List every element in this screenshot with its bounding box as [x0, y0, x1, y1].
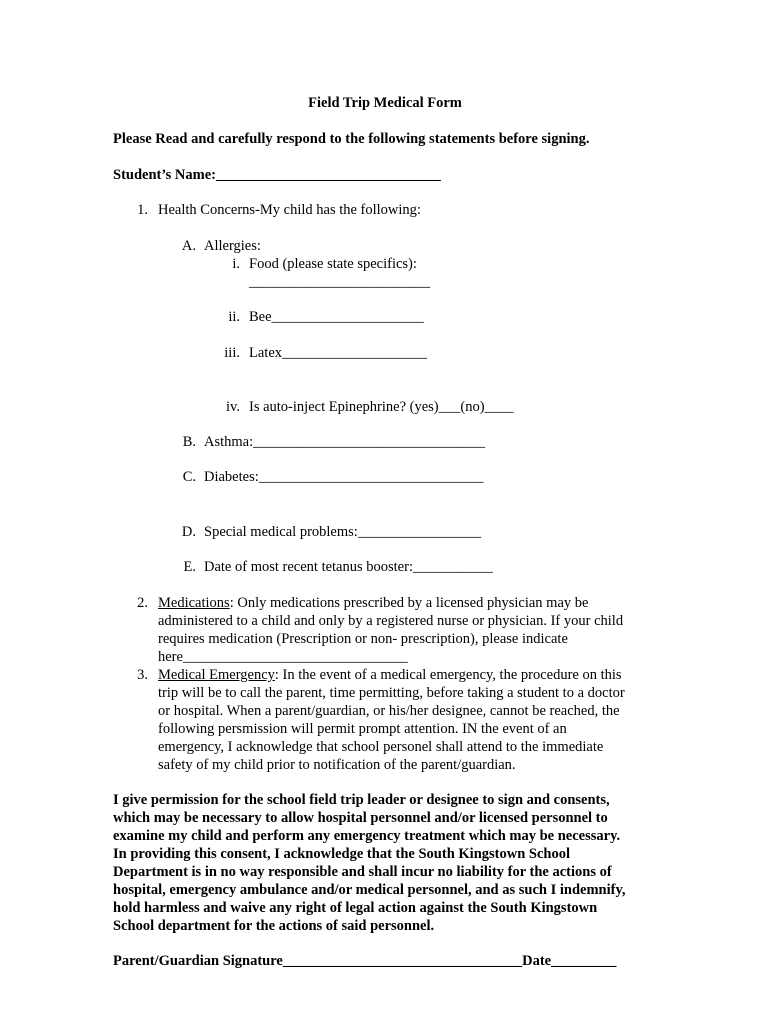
consent-line-2: which may be necessary to allow hospital personnel and/or licensed personnel to	[113, 810, 608, 826]
consent-line-1: I give permission for the school field trip leader or designee to sign and consents,	[113, 792, 610, 808]
instructions: Please Read and carefully respond to the following statements before signing.	[113, 131, 590, 147]
consent-line-7: hold harmless and waive any right of legal action against the South Kingstown	[113, 900, 598, 916]
medications-line-3: requires medication (Prescription or non- prescription), please indicate	[158, 631, 568, 647]
allergy-iii-number: iii.	[224, 345, 240, 361]
medical-emergency-heading: Medical Emergency	[158, 667, 275, 683]
emergency-line-3: or hospital. When a parent/guardian, or his/her designee, cannot be reached, the	[158, 703, 620, 719]
allergies-label: Allergies:	[204, 238, 261, 254]
signature-date-line[interactable]: Parent/Guardian Signature_________________________________Date_________	[113, 953, 617, 969]
item-1-number: 1.	[137, 202, 148, 218]
item-1a-number: A.	[181, 238, 196, 254]
allergy-ii-number: ii.	[228, 309, 240, 325]
item-3-number: 3.	[137, 667, 148, 683]
allergy-i-number: i.	[232, 256, 240, 272]
emergency-line-5: emergency, I acknowledge that school personel shall attend to the immediate	[158, 739, 604, 755]
medications-indicate-field[interactable]: here_______________________________	[158, 649, 408, 665]
consent-line-6: hospital, emergency ambulance and/or medical personnel, and as such I indemnify,	[113, 882, 626, 898]
medications-line-2: administered to a child and only by a registered nurse or physician. If your child	[158, 613, 624, 629]
asthma-field[interactable]: Asthma:________________________________	[204, 434, 486, 450]
medications-heading: Medications	[158, 595, 230, 611]
epinephrine-field[interactable]: Is auto-inject Epinephrine? (yes)___(no)____	[249, 399, 514, 415]
emergency-line-1: Medical Emergency: In the event of a medical emergency, the procedure on this	[158, 667, 622, 683]
item-1d-number: D.	[181, 524, 196, 540]
emergency-line-2: trip will be to call the parent, time permitting, before taking a student to a doctor	[158, 685, 625, 701]
diabetes-field[interactable]: Diabetes:_______________________________	[204, 469, 484, 485]
student-name-field[interactable]: Student’s Name:_______________________________	[113, 167, 441, 183]
form-title: Field Trip Medical Form	[308, 95, 462, 111]
food-allergy-label: Food (please state specifics):	[249, 256, 417, 272]
allergy-iv-number: iv.	[226, 399, 240, 415]
item-1-text: Health Concerns-My child has the following:	[158, 202, 421, 218]
consent-line-8: School department for the actions of said personnel.	[113, 918, 435, 934]
bee-allergy-field[interactable]: Bee_____________________	[249, 309, 424, 325]
emergency-line-6: safety of my child prior to notification of the parent/guardian.	[158, 757, 516, 773]
item-1e-number: E.	[183, 559, 196, 575]
item-1b-number: B.	[182, 434, 196, 450]
item-1c-number: C.	[182, 469, 196, 485]
tetanus-field[interactable]: Date of most recent tetanus booster:___________	[204, 559, 493, 575]
item-2-number: 2.	[137, 595, 148, 611]
consent-line-5: Department is in no way responsible and shall incur no liability for the actions of	[113, 864, 612, 880]
consent-line-3: examine my child and perform any emergency treatment which may be necessary.	[113, 828, 621, 844]
special-medical-field[interactable]: Special medical problems:_________________	[204, 524, 482, 540]
latex-allergy-field[interactable]: Latex____________________	[249, 345, 428, 361]
medications-line-1: Medications: Only medications prescribed by a licensed physician may be	[158, 595, 589, 611]
consent-line-4: In providing this consent, I acknowledge that the South Kingstown School	[113, 846, 570, 862]
food-allergy-blank[interactable]: _________________________	[249, 274, 431, 290]
emergency-line-4: following persmission will permit prompt attention. IN the event of an	[158, 721, 567, 737]
